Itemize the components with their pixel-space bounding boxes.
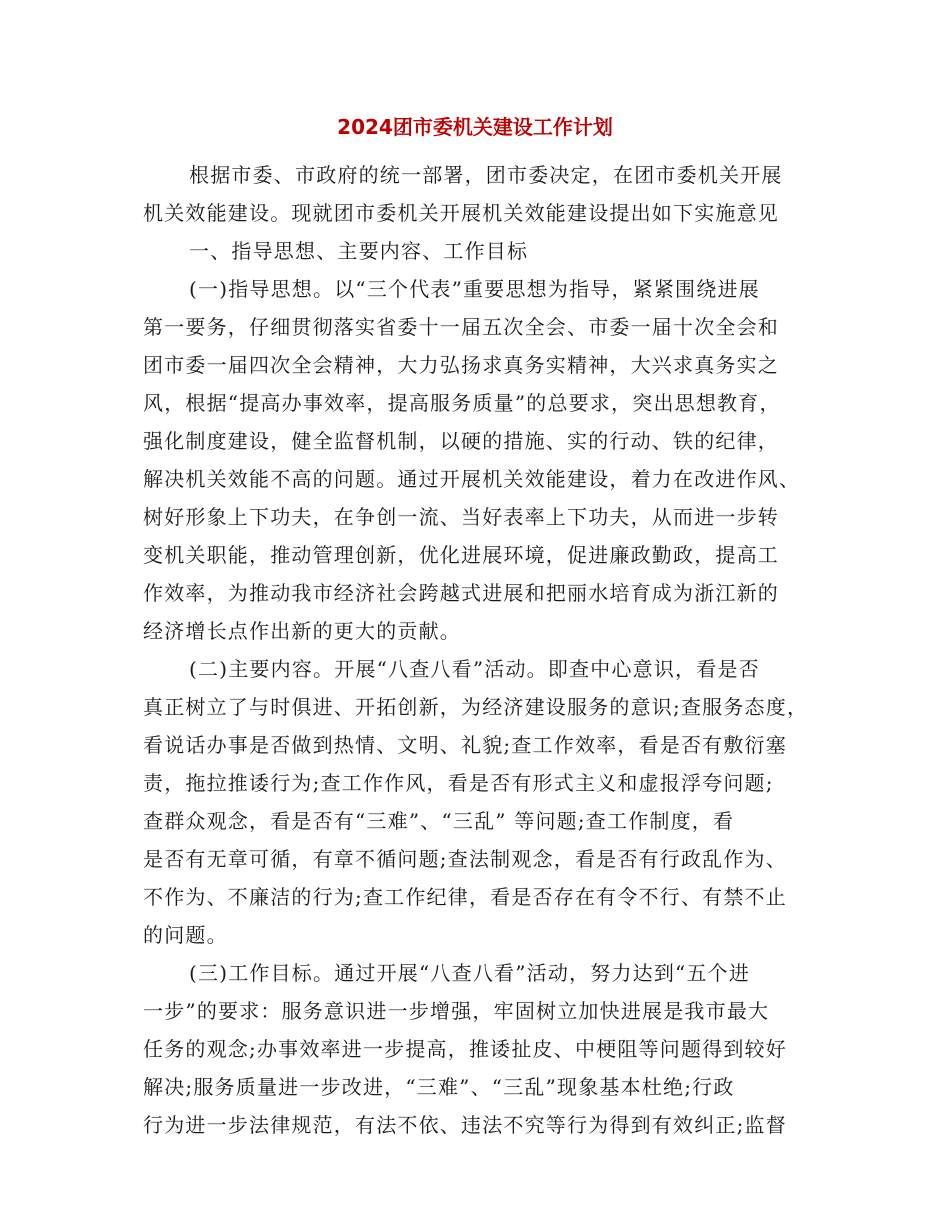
body-line: 机关效能建设。现就团市委机关开展机关效能建设提出如下实施意见 (143, 201, 779, 225)
body-line: (三)工作目标。通过开展“八查八看”活动，努力达到“五个进 (189, 961, 751, 985)
body-line: 的问题。 (143, 923, 228, 947)
body-line: 看说话办事是否做到热情、文明、礼貌;查工作效率，看是否有敷衍塞 (143, 733, 787, 757)
body-line: 行为进一步法律规范，有法不依、违法不究等行为得到有效纠正;监督 (143, 1113, 787, 1137)
body-line: 不作为、不廉洁的行为;查工作纪律，看是否存在有令不行、有禁不止 (143, 885, 787, 909)
section-heading: 一、指导思想、主要内容、工作目标 (189, 239, 529, 263)
body-line: 查群众观念，看是否有“三难”、“三乱” 等问题;查工作制度，看 (143, 809, 735, 833)
body-line: 风，根据“提高办事效率，提高服务质量”的总要求，突出思想教育， (143, 391, 781, 415)
body-line: 任务的观念;办事效率进一步提高，推诿扯皮、中梗阻等问题得到较好 (143, 1037, 787, 1061)
body-line: 第一要务，仔细贯彻落实省委十一届五次全会、市委一届十次全会和 (143, 315, 779, 339)
body-line: 团市委一届四次全会精神，大力弘扬求真务实精神，大兴求真务实之 (143, 353, 779, 377)
body-line: 作效率，为推动我市经济社会跨越式进展和把丽水培育成为浙江新的 (143, 581, 779, 605)
body-line: 根据市委、市政府的统一部署，团市委决定，在团市委机关开展 (189, 163, 783, 187)
body-line: (一)指导思想。以“三个代表”重要思想为指导，紧紧围绕进展 (189, 277, 760, 301)
document-title: 2024团市委机关建设工作计划 (337, 115, 613, 139)
body-line: 解决机关效能不高的问题。通过开展机关效能建设，着力在改进作风、 (143, 467, 801, 491)
body-line: 经济增长点作出新的更大的贡献。 (143, 619, 461, 643)
body-line: 真正树立了与时俱进、开拓创新，为经济建设服务的意识;查服务态度， (143, 695, 809, 719)
body-line: (二)主要内容。开展“八查八看”活动。即查中心意识，看是否 (189, 657, 760, 681)
body-line: 强化制度建设，健全监督机制，以硬的措施、实的行动、铁的纪律， (143, 429, 779, 453)
body-line: 责，拖拉推诿行为;查工作作风，看是否有形式主义和虚报浮夸问题; (143, 771, 774, 795)
body-line: 是否有无章可循，有章不循问题;查法制观念，看是否有行政乱作为、 (143, 847, 787, 871)
body-line: 一步”的要求：服务意识进一步增强，牢固树立加快进展是我市最大 (143, 999, 770, 1023)
body-line: 树好形象上下功夫，在争创一流、当好表率上下功夫，从而进一步转 (143, 505, 779, 529)
body-line: 变机关职能，推动管理创新，优化进展环境，促进廉政勤政，提高工 (143, 543, 779, 567)
body-line: 解决;服务质量进一步改进，“三难”、“三乱”现象基本杜绝;行政 (143, 1075, 735, 1099)
